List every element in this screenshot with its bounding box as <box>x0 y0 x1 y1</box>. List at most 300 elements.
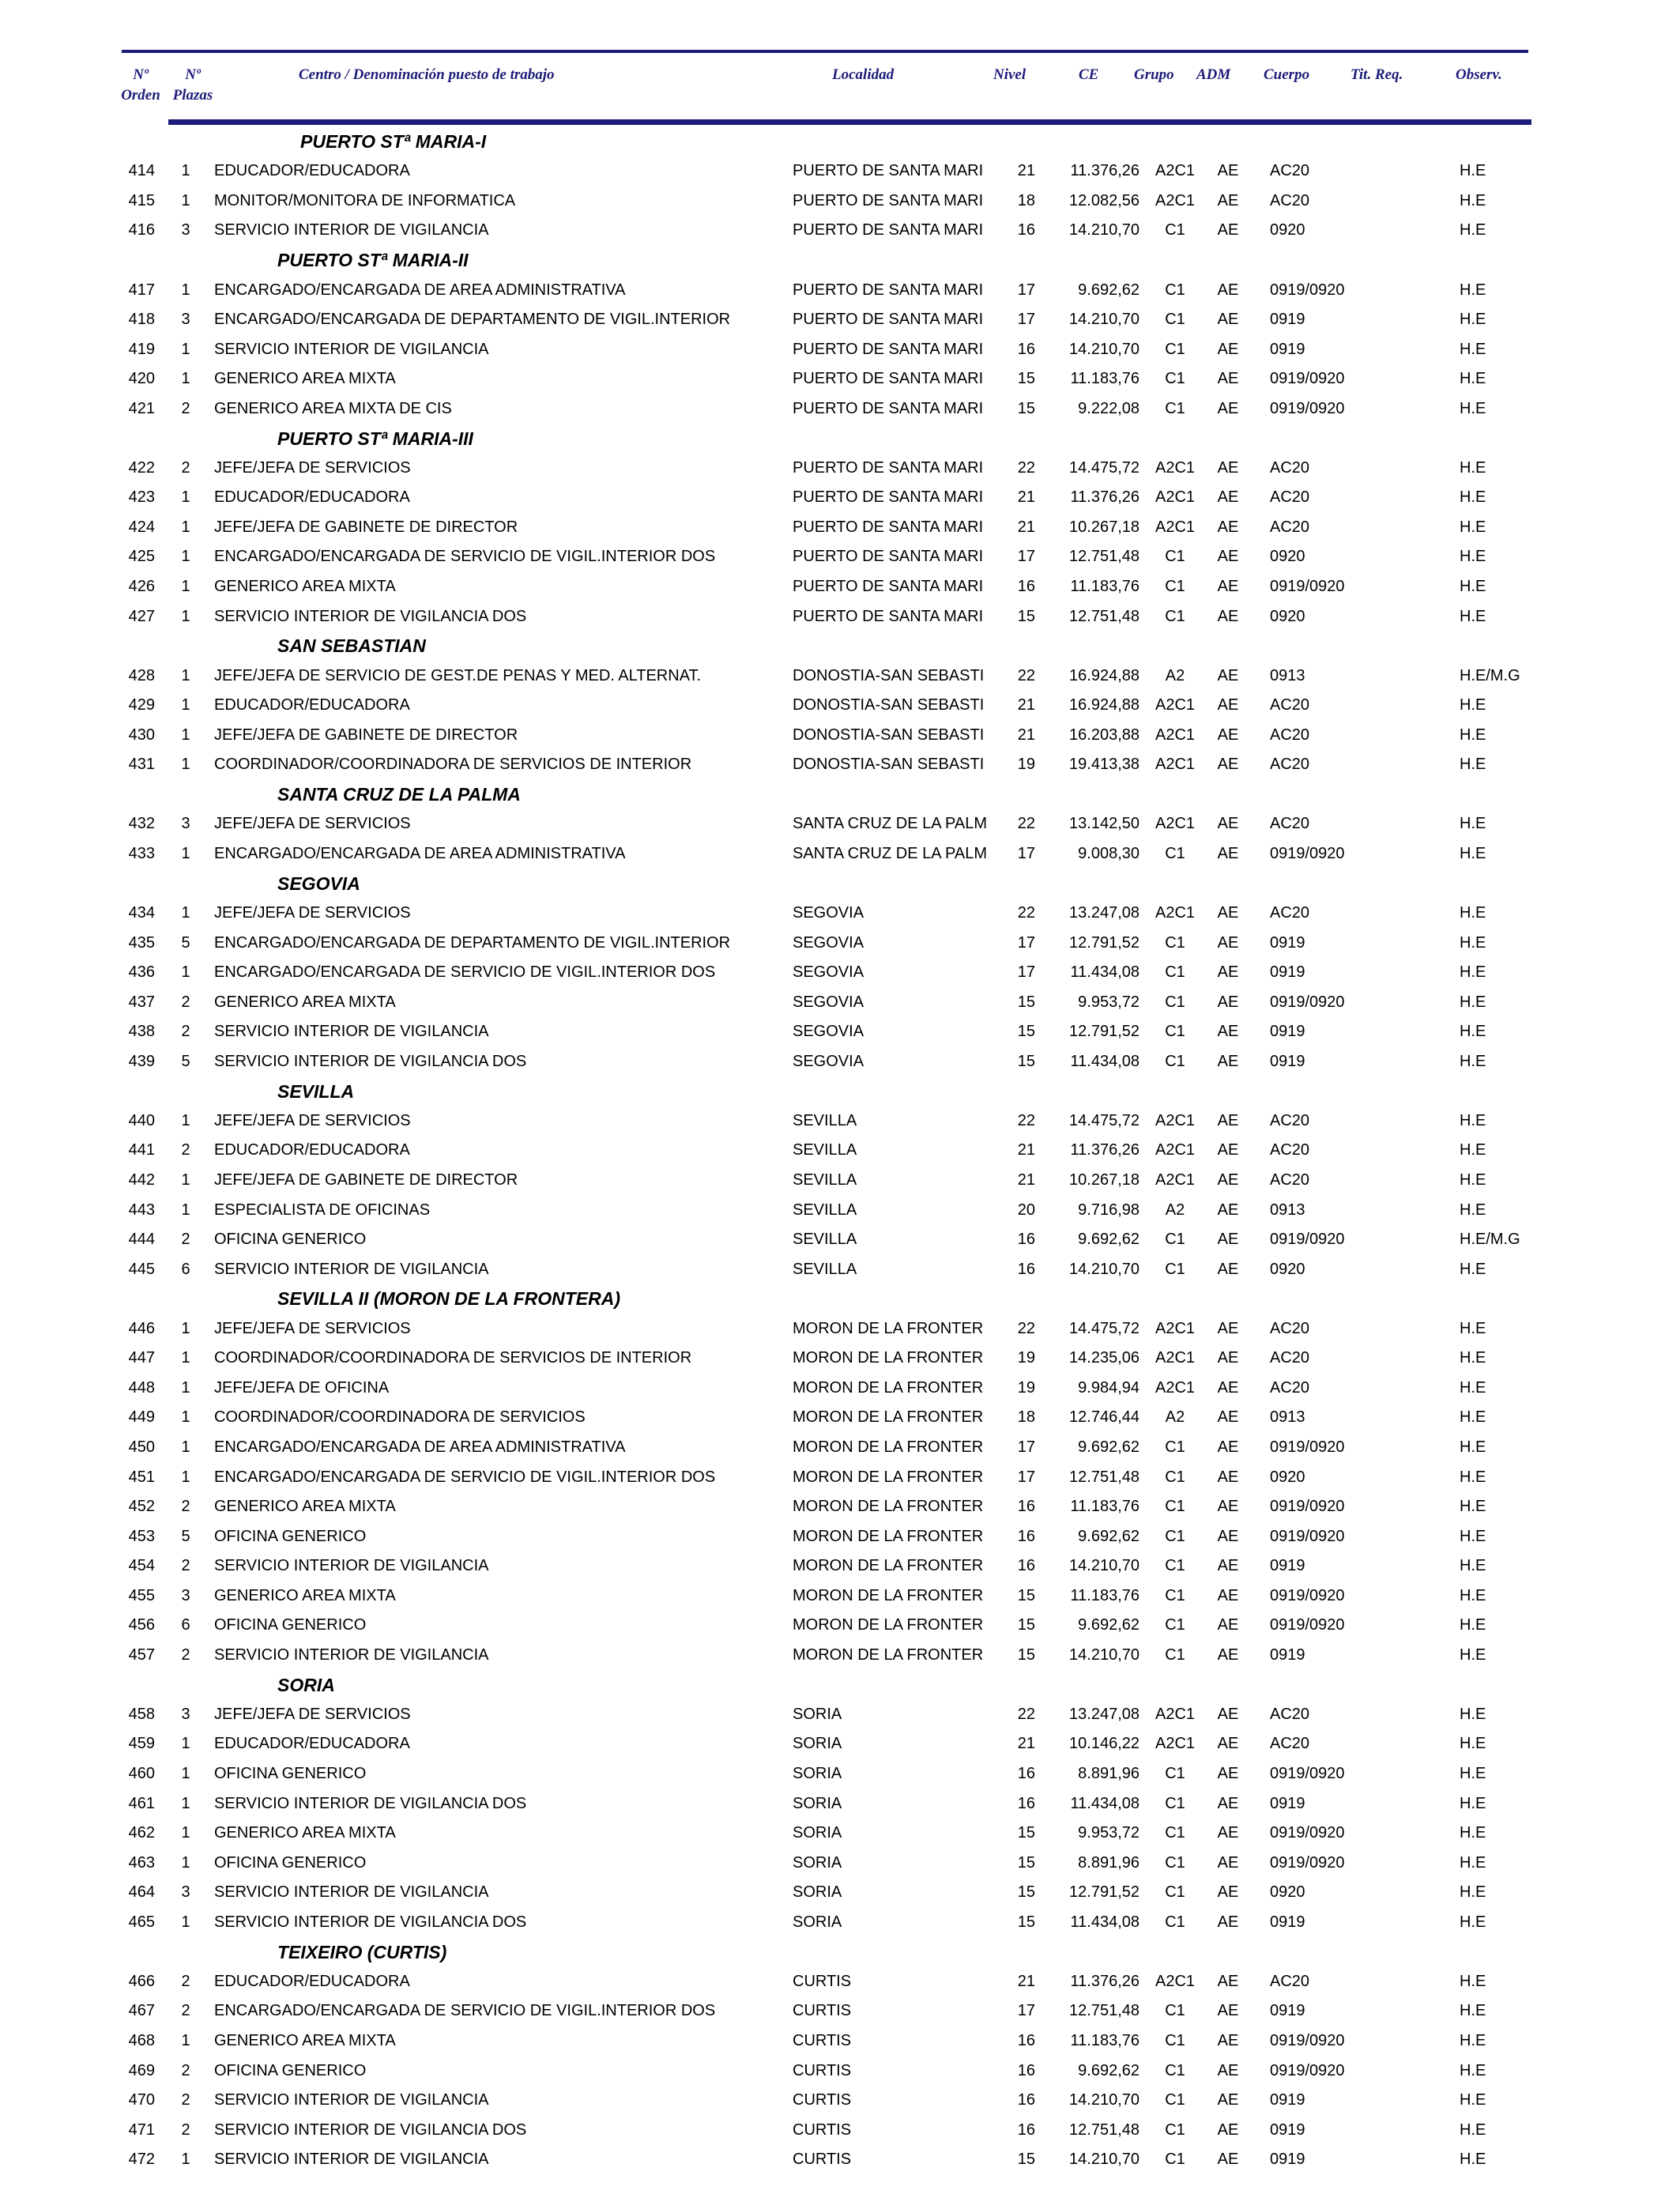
cell-grupo: A2C1 <box>1155 1705 1196 1723</box>
cell-grupo: A2 <box>1165 1201 1185 1219</box>
cell-adm: AE <box>1217 191 1239 209</box>
cell-grupo: C1 <box>1165 2031 1185 2049</box>
cell-centro: ENCARGADO/ENCARGADA DE SERVICIO DE VIGIL.INTERIOR DOS <box>214 963 716 982</box>
cell-adm: AE <box>1217 578 1239 596</box>
cell-observ: H.E <box>1460 2002 1486 2020</box>
cell-centro: OFICINA GENERICO <box>214 1527 367 1545</box>
cell-orden: 423 <box>128 488 155 507</box>
cell-adm: AE <box>1217 1231 1239 1249</box>
cell-grupo: C1 <box>1165 2061 1185 2079</box>
cell-ce: 11.376,26 <box>1070 1141 1139 1159</box>
header-centro: Centro / Denominación puesto de trabajo <box>299 66 555 83</box>
cell-plazas: 1 <box>181 548 190 566</box>
cell-adm: AE <box>1217 1201 1239 1219</box>
cell-centro: EDUCADOR/EDUCADORA <box>214 1141 410 1159</box>
cell-orden: 437 <box>128 993 155 1011</box>
cell-adm: AE <box>1217 1052 1239 1070</box>
cell-localidad: PUERTO DE SANTA MARI <box>793 191 984 209</box>
cell-plazas: 2 <box>181 2002 190 2020</box>
cell-ce: 12.751,48 <box>1069 548 1139 566</box>
cell-nivel: 16 <box>1017 2031 1035 2049</box>
cell-nivel: 17 <box>1017 2002 1035 2020</box>
cell-centro: GENERICO AREA MIXTA DE CIS <box>214 399 452 417</box>
cell-plazas: 1 <box>181 904 190 922</box>
cell-localidad: CURTIS <box>793 2151 852 2169</box>
cell-ce: 10.267,18 <box>1069 518 1139 536</box>
cell-observ: H.E <box>1460 904 1486 922</box>
cell-observ: H.E <box>1460 1794 1486 1812</box>
cell-nivel: 16 <box>1017 1260 1035 1278</box>
cell-adm: AE <box>1217 2120 1239 2139</box>
cell-nivel: 22 <box>1017 1705 1035 1723</box>
cell-nivel: 22 <box>1017 815 1035 833</box>
cell-localidad: MORON DE LA FRONTER <box>793 1527 984 1545</box>
cell-grupo: C1 <box>1165 607 1185 625</box>
cell-grupo: C1 <box>1165 1557 1185 1575</box>
cell-cuerpo: 0919/0920 <box>1270 370 1345 388</box>
cell-localidad: PUERTO DE SANTA MARI <box>793 281 984 299</box>
cell-ce: 11.183,76 <box>1070 370 1139 388</box>
cell-plazas: 2 <box>181 2061 190 2079</box>
cell-grupo: C1 <box>1165 548 1185 566</box>
cell-observ: H.E <box>1460 1171 1486 1189</box>
cell-orden: 416 <box>128 221 155 239</box>
cell-localidad: PUERTO DE SANTA MARI <box>793 548 984 566</box>
cell-centro: GENERICO AREA MIXTA <box>214 370 396 388</box>
cell-plazas: 2 <box>181 399 190 417</box>
cell-nivel: 17 <box>1017 281 1035 299</box>
cell-grupo: A2C1 <box>1155 162 1196 180</box>
cell-grupo: C1 <box>1165 844 1185 862</box>
cell-adm: AE <box>1217 1794 1239 1812</box>
cell-plazas: 3 <box>181 1705 190 1723</box>
cell-ce: 14.210,70 <box>1069 1557 1139 1575</box>
cell-nivel: 15 <box>1017 2151 1035 2169</box>
cell-localidad: MORON DE LA FRONTER <box>793 1319 984 1337</box>
cell-adm: AE <box>1217 696 1239 714</box>
cell-localidad: SEGOVIA <box>793 963 864 982</box>
cell-observ: H.E <box>1460 311 1486 329</box>
cell-plazas: 3 <box>181 221 190 239</box>
cell-grupo: A2 <box>1165 666 1185 684</box>
cell-adm: AE <box>1217 370 1239 388</box>
cell-localidad: CURTIS <box>793 1972 852 1990</box>
cell-orden: 454 <box>128 1557 155 1575</box>
cell-ce: 10.267,18 <box>1069 1171 1139 1189</box>
cell-cuerpo: 0919 <box>1270 1646 1305 1664</box>
cell-centro: GENERICO AREA MIXTA <box>214 1824 396 1842</box>
cell-cuerpo: 0919 <box>1270 933 1305 952</box>
cell-ce: 11.434,08 <box>1070 963 1139 982</box>
cell-nivel: 15 <box>1017 1023 1035 1041</box>
cell-nivel: 15 <box>1017 1824 1035 1842</box>
cell-grupo: A2C1 <box>1155 191 1196 209</box>
cell-cuerpo: 0919 <box>1270 1794 1305 1812</box>
cell-plazas: 1 <box>181 844 190 862</box>
cell-ce: 11.376,26 <box>1070 488 1139 507</box>
cell-localidad: PUERTO DE SANTA MARI <box>793 162 984 180</box>
cell-centro: EDUCADOR/EDUCADORA <box>214 1972 410 1990</box>
cell-grupo: C1 <box>1165 2151 1185 2169</box>
cell-cuerpo: 0919/0920 <box>1270 1765 1345 1783</box>
cell-orden: 430 <box>128 726 155 744</box>
cell-cuerpo: 0919/0920 <box>1270 844 1345 862</box>
cell-ce: 12.751,48 <box>1069 2120 1139 2139</box>
cell-centro: ENCARGADO/ENCARGADA DE AREA ADMINISTRATIVA <box>214 1438 626 1456</box>
cell-plazas: 1 <box>181 1853 190 1872</box>
cell-grupo: C1 <box>1165 1468 1185 1486</box>
cell-adm: AE <box>1217 2002 1239 2020</box>
cell-cuerpo: 0919/0920 <box>1270 399 1345 417</box>
cell-grupo: A2C1 <box>1155 726 1196 744</box>
cell-ce: 11.376,26 <box>1070 162 1139 180</box>
cell-nivel: 17 <box>1017 311 1035 329</box>
cell-localidad: SEGOVIA <box>793 904 864 922</box>
header-cuerpo: Cuerpo <box>1264 66 1310 83</box>
cell-adm: AE <box>1217 1319 1239 1337</box>
cell-observ: H.E <box>1460 696 1486 714</box>
cell-ce: 11.434,08 <box>1070 1913 1139 1931</box>
header-plazas-line1: Nº <box>185 66 201 83</box>
cell-orden: 424 <box>128 518 155 536</box>
cell-centro: GENERICO AREA MIXTA <box>214 1586 396 1604</box>
cell-ce: 9.716,98 <box>1078 1201 1139 1219</box>
cell-grupo: C1 <box>1165 370 1185 388</box>
cell-localidad: CURTIS <box>793 2091 852 2109</box>
cell-adm: AE <box>1217 1972 1239 1990</box>
cell-cuerpo: AC20 <box>1270 1972 1310 1990</box>
cell-observ: H.E/M.G <box>1460 1231 1520 1249</box>
cell-grupo: C1 <box>1165 2120 1185 2139</box>
cell-localidad: SORIA <box>793 1735 842 1753</box>
cell-orden: 469 <box>128 2061 155 2079</box>
cell-plazas: 1 <box>181 726 190 744</box>
cell-ce: 9.692,62 <box>1078 281 1139 299</box>
cell-orden: 418 <box>128 311 155 329</box>
cell-nivel: 21 <box>1017 1141 1035 1159</box>
cell-observ: H.E <box>1460 1735 1486 1753</box>
cell-nivel: 21 <box>1017 1171 1035 1189</box>
cell-observ: H.E <box>1460 1408 1486 1427</box>
cell-observ: H.E/M.G <box>1460 666 1520 684</box>
cell-adm: AE <box>1217 2151 1239 2169</box>
cell-centro: ENCARGADO/ENCARGADA DE AREA ADMINISTRATIVA <box>214 844 626 862</box>
cell-cuerpo: 0919 <box>1270 2120 1305 2139</box>
cell-centro: COORDINADOR/COORDINADORA DE SERVICIOS DE INTERIOR <box>214 1349 692 1367</box>
cell-centro: JEFE/JEFA DE GABINETE DE DIRECTOR <box>214 518 518 536</box>
cell-nivel: 16 <box>1017 1231 1035 1249</box>
cell-plazas: 2 <box>181 1646 190 1664</box>
cell-observ: H.E <box>1460 1557 1486 1575</box>
cell-centro: ESPECIALISTA DE OFICINAS <box>214 1201 431 1219</box>
cell-centro: SERVICIO INTERIOR DE VIGILANCIA DOS <box>214 1913 527 1931</box>
cell-plazas: 1 <box>181 281 190 299</box>
cell-nivel: 17 <box>1017 1468 1035 1486</box>
cell-cuerpo: 0919 <box>1270 340 1305 358</box>
cell-grupo: C1 <box>1165 933 1185 952</box>
cell-grupo: A2C1 <box>1155 518 1196 536</box>
cell-cuerpo: 0919/0920 <box>1270 1498 1345 1516</box>
cell-ce: 14.210,70 <box>1069 311 1139 329</box>
cell-orden: 455 <box>128 1586 155 1604</box>
cell-plazas: 2 <box>181 1498 190 1516</box>
cell-observ: H.E <box>1460 993 1486 1011</box>
cell-cuerpo: 0919 <box>1270 1023 1305 1041</box>
cell-localidad: SEVILLA <box>793 1260 857 1278</box>
cell-observ: H.E <box>1460 1913 1486 1931</box>
cell-ce: 12.082,56 <box>1069 191 1139 209</box>
cell-nivel: 22 <box>1017 458 1035 477</box>
cell-localidad: SEGOVIA <box>793 933 864 952</box>
cell-centro: COORDINADOR/COORDINADORA DE SERVICIOS DE INTERIOR <box>214 756 692 774</box>
cell-orden: 422 <box>128 458 155 477</box>
cell-grupo: C1 <box>1165 578 1185 596</box>
cell-plazas: 1 <box>181 1468 190 1486</box>
cell-orden: 415 <box>128 191 155 209</box>
cell-ce: 9.692,62 <box>1078 1231 1139 1249</box>
cell-ce: 9.953,72 <box>1078 1824 1139 1842</box>
cell-centro: OFICINA GENERICO <box>214 1853 367 1872</box>
cell-localidad: SORIA <box>793 1705 842 1723</box>
cell-orden: 470 <box>128 2091 155 2109</box>
cell-localidad: MORON DE LA FRONTER <box>793 1616 984 1634</box>
cell-centro: MONITOR/MONITORA DE INFORMATICA <box>214 191 516 209</box>
cell-adm: AE <box>1217 488 1239 507</box>
cell-orden: 443 <box>128 1201 155 1219</box>
cell-ce: 11.434,08 <box>1070 1052 1139 1070</box>
cell-adm: AE <box>1217 726 1239 744</box>
cell-grupo: C1 <box>1165 1883 1185 1902</box>
cell-ce: 9.222,08 <box>1078 399 1139 417</box>
cell-cuerpo: 0919 <box>1270 1557 1305 1575</box>
header-orden-line2: Orden <box>121 87 160 104</box>
cell-plazas: 2 <box>181 1972 190 1990</box>
cell-ce: 9.692,62 <box>1078 1527 1139 1545</box>
cell-cuerpo: AC20 <box>1270 191 1310 209</box>
cell-nivel: 19 <box>1017 1349 1035 1367</box>
cell-adm: AE <box>1217 458 1239 477</box>
cell-observ: H.E <box>1460 607 1486 625</box>
cell-nivel: 21 <box>1017 488 1035 507</box>
cell-ce: 14.210,70 <box>1069 2091 1139 2109</box>
cell-plazas: 6 <box>181 1260 190 1278</box>
cell-cuerpo: 0919/0920 <box>1270 281 1345 299</box>
header-bottom-rule <box>168 119 1531 125</box>
cell-cuerpo: AC20 <box>1270 1141 1310 1159</box>
cell-cuerpo: AC20 <box>1270 1378 1310 1397</box>
section-title: SAN SEBASTIAN <box>277 635 426 657</box>
cell-observ: H.E <box>1460 399 1486 417</box>
cell-adm: AE <box>1217 1824 1239 1842</box>
cell-cuerpo: 0920 <box>1270 1260 1305 1278</box>
cell-observ: H.E <box>1460 1141 1486 1159</box>
cell-localidad: DONOSTIA-SAN SEBASTI <box>793 756 985 774</box>
cell-orden: 463 <box>128 1853 155 1872</box>
cell-localidad: CURTIS <box>793 2031 852 2049</box>
cell-grupo: A2C1 <box>1155 1171 1196 1189</box>
cell-grupo: A2C1 <box>1155 815 1196 833</box>
cell-plazas: 1 <box>181 607 190 625</box>
cell-localidad: SANTA CRUZ DE LA PALM <box>793 844 987 862</box>
cell-localidad: PUERTO DE SANTA MARI <box>793 488 984 507</box>
cell-observ: H.E <box>1460 1498 1486 1516</box>
cell-orden: 431 <box>128 756 155 774</box>
cell-plazas: 2 <box>181 993 190 1011</box>
cell-localidad: SEGOVIA <box>793 1052 864 1070</box>
cell-orden: 444 <box>128 1231 155 1249</box>
cell-adm: AE <box>1217 162 1239 180</box>
cell-cuerpo: AC20 <box>1270 904 1310 922</box>
cell-plazas: 2 <box>181 1557 190 1575</box>
cell-centro: JEFE/JEFA DE SERVICIO DE GEST.DE PENAS Y MED. ALTERNAT. <box>214 666 702 684</box>
cell-cuerpo: 0919/0920 <box>1270 2061 1345 2079</box>
cell-adm: AE <box>1217 221 1239 239</box>
cell-localidad: SORIA <box>793 1794 842 1812</box>
cell-plazas: 1 <box>181 162 190 180</box>
cell-observ: H.E <box>1460 2151 1486 2169</box>
cell-nivel: 15 <box>1017 1646 1035 1664</box>
cell-adm: AE <box>1217 311 1239 329</box>
cell-localidad: SORIA <box>793 1765 842 1783</box>
cell-localidad: CURTIS <box>793 2061 852 2079</box>
cell-ce: 12.751,48 <box>1069 607 1139 625</box>
cell-grupo: C1 <box>1165 1824 1185 1842</box>
cell-observ: H.E <box>1460 2061 1486 2079</box>
cell-ce: 11.183,76 <box>1070 2031 1139 2049</box>
cell-nivel: 15 <box>1017 1913 1035 1931</box>
cell-cuerpo: 0919/0920 <box>1270 1438 1345 1456</box>
cell-localidad: SORIA <box>793 1883 842 1902</box>
cell-adm: AE <box>1217 399 1239 417</box>
cell-grupo: C1 <box>1165 1023 1185 1041</box>
cell-orden: 434 <box>128 904 155 922</box>
cell-localidad: MORON DE LA FRONTER <box>793 1349 984 1367</box>
section-title: PUERTO STª MARIA-I <box>300 131 487 152</box>
cell-localidad: MORON DE LA FRONTER <box>793 1408 984 1427</box>
cell-grupo: C1 <box>1165 1527 1185 1545</box>
cell-grupo: C1 <box>1165 1231 1185 1249</box>
cell-orden: 464 <box>128 1883 155 1902</box>
cell-observ: H.E <box>1460 162 1486 180</box>
cell-observ: H.E <box>1460 578 1486 596</box>
cell-localidad: PUERTO DE SANTA MARI <box>793 340 984 358</box>
cell-centro: JEFE/JEFA DE SERVICIOS <box>214 1319 411 1337</box>
cell-grupo: C1 <box>1165 1765 1185 1783</box>
cell-cuerpo: AC20 <box>1270 162 1310 180</box>
cell-observ: H.E <box>1460 1883 1486 1902</box>
cell-nivel: 21 <box>1017 1735 1035 1753</box>
cell-centro: SERVICIO INTERIOR DE VIGILANCIA <box>214 1260 489 1278</box>
cell-localidad: PUERTO DE SANTA MARI <box>793 518 984 536</box>
cell-plazas: 1 <box>181 1349 190 1367</box>
cell-plazas: 5 <box>181 1052 190 1070</box>
cell-localidad: PUERTO DE SANTA MARI <box>793 370 984 388</box>
cell-localidad: SEGOVIA <box>793 993 864 1011</box>
cell-plazas: 3 <box>181 1586 190 1604</box>
cell-nivel: 21 <box>1017 1972 1035 1990</box>
cell-plazas: 1 <box>181 1824 190 1842</box>
cell-localidad: MORON DE LA FRONTER <box>793 1378 984 1397</box>
header-orden-line1: Nº <box>133 66 149 83</box>
cell-cuerpo: 0919/0920 <box>1270 1824 1345 1842</box>
cell-orden: 421 <box>128 399 155 417</box>
cell-centro: JEFE/JEFA DE OFICINA <box>214 1378 390 1397</box>
cell-nivel: 16 <box>1017 221 1035 239</box>
cell-localidad: PUERTO DE SANTA MARI <box>793 311 984 329</box>
header-tit-req: Tit. Req. <box>1350 66 1403 83</box>
cell-adm: AE <box>1217 1408 1239 1427</box>
cell-orden: 449 <box>128 1408 155 1427</box>
cell-ce: 14.210,70 <box>1069 340 1139 358</box>
cell-ce: 9.984,94 <box>1078 1378 1139 1397</box>
cell-centro: ENCARGADO/ENCARGADA DE SERVICIO DE VIGIL.INTERIOR DOS <box>214 548 716 566</box>
cell-grupo: C1 <box>1165 1913 1185 1931</box>
cell-localidad: PUERTO DE SANTA MARI <box>793 578 984 596</box>
cell-ce: 12.791,52 <box>1069 1883 1139 1902</box>
cell-observ: H.E <box>1460 488 1486 507</box>
header-observ: Observ. <box>1456 66 1502 83</box>
cell-cuerpo: 0920 <box>1270 1883 1305 1902</box>
cell-orden: 468 <box>128 2031 155 2049</box>
cell-ce: 14.210,70 <box>1069 1646 1139 1664</box>
cell-observ: H.E <box>1460 1349 1486 1367</box>
cell-adm: AE <box>1217 1646 1239 1664</box>
cell-observ: H.E <box>1460 518 1486 536</box>
cell-grupo: C1 <box>1165 963 1185 982</box>
cell-nivel: 22 <box>1017 1319 1035 1337</box>
cell-cuerpo: 0919/0920 <box>1270 578 1345 596</box>
cell-adm: AE <box>1217 1557 1239 1575</box>
section-title: SANTA CRUZ DE LA PALMA <box>277 784 521 805</box>
cell-orden: 451 <box>128 1468 155 1486</box>
cell-orden: 440 <box>128 1111 155 1129</box>
cell-ce: 8.891,96 <box>1078 1853 1139 1872</box>
cell-plazas: 1 <box>181 191 190 209</box>
cell-observ: H.E <box>1460 1378 1486 1397</box>
cell-adm: AE <box>1217 1378 1239 1397</box>
cell-cuerpo: 0920 <box>1270 548 1305 566</box>
cell-orden: 439 <box>128 1052 155 1070</box>
cell-plazas: 1 <box>181 1319 190 1337</box>
cell-grupo: C1 <box>1165 1853 1185 1872</box>
cell-orden: 466 <box>128 1972 155 1990</box>
cell-nivel: 16 <box>1017 2091 1035 2109</box>
cell-cuerpo: AC20 <box>1270 1111 1310 1129</box>
cell-orden: 442 <box>128 1171 155 1189</box>
cell-observ: H.E <box>1460 458 1486 477</box>
cell-plazas: 1 <box>181 696 190 714</box>
cell-ce: 14.475,72 <box>1069 1111 1139 1129</box>
cell-centro: JEFE/JEFA DE GABINETE DE DIRECTOR <box>214 726 518 744</box>
cell-centro: SERVICIO INTERIOR DE VIGILANCIA <box>214 340 489 358</box>
cell-adm: AE <box>1217 1616 1239 1634</box>
cell-nivel: 16 <box>1017 1765 1035 1783</box>
cell-observ: H.E <box>1460 1705 1486 1723</box>
cell-grupo: C1 <box>1165 1260 1185 1278</box>
cell-nivel: 16 <box>1017 2120 1035 2139</box>
cell-ce: 9.953,72 <box>1078 993 1139 1011</box>
cell-cuerpo: 0919 <box>1270 311 1305 329</box>
cell-observ: H.E <box>1460 281 1486 299</box>
cell-plazas: 2 <box>181 2091 190 2109</box>
cell-grupo: A2C1 <box>1155 1319 1196 1337</box>
cell-localidad: MORON DE LA FRONTER <box>793 1498 984 1516</box>
cell-cuerpo: 0919 <box>1270 2091 1305 2109</box>
cell-orden: 419 <box>128 340 155 358</box>
cell-orden: 428 <box>128 666 155 684</box>
cell-orden: 414 <box>128 162 155 180</box>
cell-plazas: 1 <box>181 1171 190 1189</box>
